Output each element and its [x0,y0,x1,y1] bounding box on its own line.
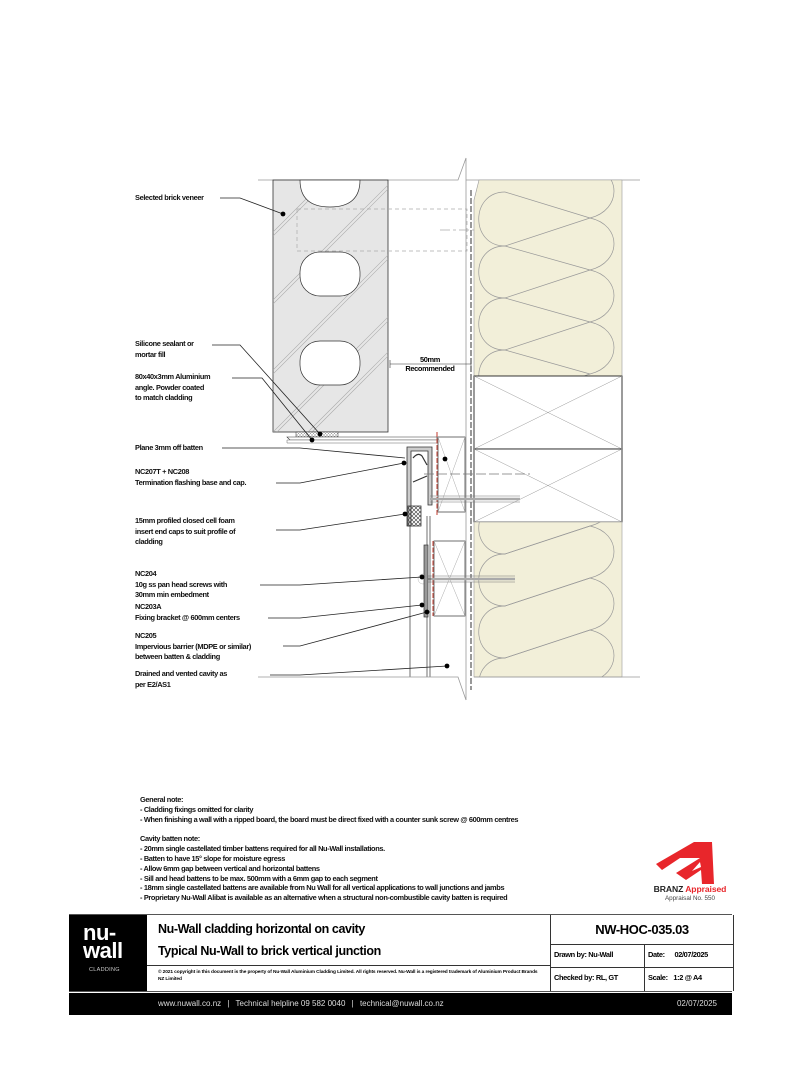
dimension-note: Recommended [405,364,455,373]
label-silicone-sealant [135,339,194,360]
cavity-note-item: - Allow 6mm gap between vertical and horizontal battens [140,863,320,873]
branz-appraisal-number: Appraisal No. 550 [664,895,716,902]
label-line: mortar fill [135,349,166,359]
label-plane-batten: Plane 3mm off batten [135,443,203,452]
label-line: 10g ss pan head screws with [135,579,228,589]
branz-logo-icon [654,840,726,884]
label-line: per E2/AS1 [135,679,171,689]
drawn-by [554,944,613,966]
logo-line: nu- [83,920,116,945]
footer-separator: | [227,999,230,1008]
label-line: 80x40x3mm Aluminium [135,372,211,381]
general-note-item: - Cladding fixings omitted for clarity [140,804,254,814]
branz-title [640,884,740,894]
dimension-value: 50mm [420,355,440,364]
product-code: NC203A [135,602,162,611]
drawn-by-label: Drawn by: [554,950,587,959]
footer-separator: | [351,999,354,1008]
scale-field [648,967,702,989]
scale-value: 1:2 @ A4 [673,973,702,982]
checked-by-value: RL, GT [595,973,618,982]
label-line: between batten & cladding [135,652,220,661]
label-drained-cavity [135,669,227,690]
cladding-profile [410,516,430,677]
footer-date: 02/07/2025 [676,999,717,1008]
cavity-note-item: - Sill and head battens to be max. 500mm with a 6mm gap to each segment [140,873,378,883]
label-line: insert end caps to suit profile of [135,526,236,536]
drawing-title: Nu-Wall cladding horizontal on cavity [158,922,365,936]
label-line: angle. Powder coated [135,382,204,392]
product-code: NC204 [135,569,157,578]
termination-flashing [407,447,432,526]
copyright-notice: © 2021 copyright in this document is the property of Nu-Wall Aluminium Cladding Limited. All rights reserved. Nu-Wall is a registered trademark of Aluminium Product Brands NZ Limited [158,970,538,982]
label-line: Fixing bracket @ 600mm centers [135,612,240,622]
product-code: NC207T + NC208 [135,467,190,476]
document-number: NW-HOC-035.03 [551,915,733,945]
footer-contact [158,993,444,1015]
branz-status: Appraised [685,884,727,894]
branz-brand: BRANZ [653,884,684,894]
footer-website-link[interactable]: www.nuwall.co.nz [158,999,222,1008]
label-impervious-barrier [135,631,251,663]
logo-wordmark [83,920,123,963]
cavity-note-heading: Cavity batten note: [140,834,200,844]
footer-helpline: Technical helpline 09 582 0040 [235,999,346,1008]
label-line: Impervious barrier (MDPE or similar) [135,641,251,651]
insulation-top [474,166,622,402]
label-brick-veneer: Selected brick veneer [135,193,204,202]
branz-appraised-badge [640,838,740,910]
general-note-heading: General note: [140,795,184,804]
date-field [648,944,708,966]
label-line: 30mm min embedment [135,590,209,599]
title-block [69,914,732,992]
label-line: to match cladding [135,393,193,402]
label-line: 15mm profiled closed cell foam [135,516,235,525]
notes-section [140,795,640,903]
label-line: cladding [135,537,163,546]
drawing-subtitle: Typical Nu-Wall to brick vertical junction [158,944,381,958]
footer-bar [69,993,732,1015]
cavity-note-item: - Batten to have 15° slope for moisture egress [140,853,285,863]
label-line: Silicone sealant or [135,339,194,348]
checked-by [554,967,618,989]
drawn-by-value: Nu-Wall [588,950,614,959]
label-screws [135,569,227,601]
label-line: Termination flashing base and cap. [135,477,247,487]
label-termination-flashing [135,467,246,488]
scale-label: Scale: [648,973,668,982]
cavity-note-item: - 20mm single castellated timber battens required for all Nu-Wall installations. [140,844,385,854]
product-code: NC205 [135,631,157,640]
cavity-note-item: - 18mm single castellated battens are available from Nu Wall for all vertical applications to wall junctions and jambs [140,883,505,893]
date-value: 02/07/2025 [674,950,708,959]
footer-email-link[interactable]: technical@nuwall.co.nz [359,999,444,1008]
cavity-battens [434,437,465,616]
nuwall-logo [69,915,147,991]
date-label: Date: [648,950,665,959]
checked-by-label: Checked by: [554,973,595,982]
label-foam-insert [135,516,235,548]
label-fixing-bracket [135,602,240,623]
label-aluminium-angle [135,372,210,404]
general-note-item: - When finishing a wall with a ripped board, the board must be direct fixed with a counter sunk screw @ 600mm centres [140,814,519,824]
logo-line: wall [83,938,123,963]
logo-subtitle: CLADDING [89,967,120,973]
title-block-details [550,915,734,991]
cavity-note-item: - Proprietary Nu-Wall Alibat is available as an alternative when a structural non-combustible cavity batten is required [140,893,508,903]
label-line: Drained and vented cavity as [135,669,228,678]
